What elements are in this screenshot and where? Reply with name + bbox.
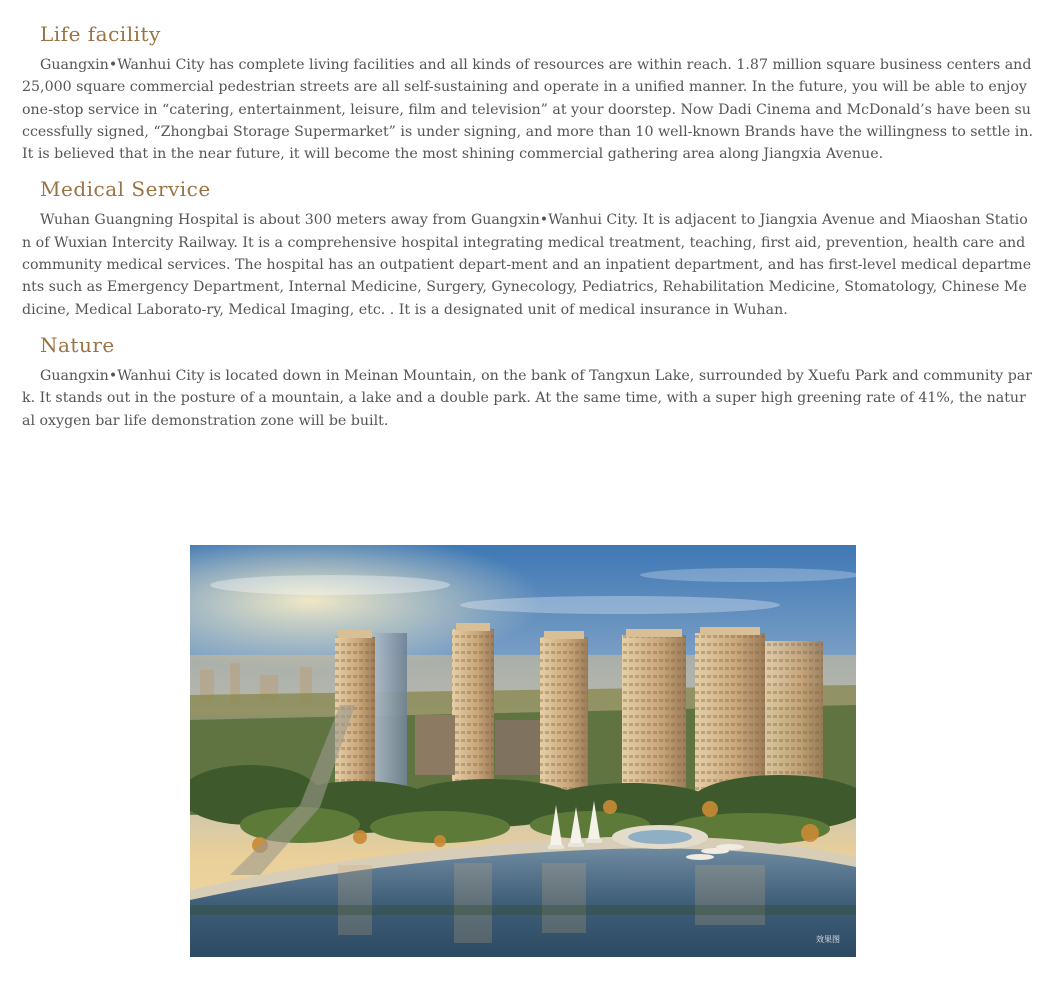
section-title: Medical Service: [40, 177, 211, 202]
section-nature: [22, 331, 1034, 432]
rendering-caption: 效果图: [816, 935, 840, 944]
section-text: Guangxin•Wanhui City is located down in Meinan Mountain, on the bank of Tangxun Lake, surrounded by Xuefu Park and community park. It stands out in the posture of a mountain, a lake and a double park. At the same time, with a super high greening rate of 41%, the natural oxygen bar life demonstration zone will be built.: [22, 367, 1033, 429]
section-life-facility: [22, 20, 1034, 165]
project-rendering-image: [190, 545, 856, 957]
article: [22, 20, 1034, 442]
section-title: Life facility: [40, 22, 161, 46]
section-title: Nature: [40, 332, 115, 357]
section-medical-service: [22, 175, 1034, 320]
rendering-illustration: [190, 545, 856, 957]
section-text: Wuhan Guangning Hospital is about 300 meters away from Guangxin•Wanhui City. It is adjacent to Jiangxia Avenue and Miaoshan Station of Wuxian Intercity Railway. It is a comprehensive hospital integrating medical treatment, teaching, first aid, prevention, health care and community medical services. The hospital has an outpatient depart-ment and an inpatient department, and has first-level medical departments such as Emergency Department, Internal Medicine, Surgery, Gynecology, Pediatrics, Rehabilitation Medicine, Stomatology, Chinese Medicine, Medical Laborato-ry, Medical Imaging, etc. . It is a designated unit of medical insurance in Wuhan.: [22, 212, 1032, 318]
section-text: Guangxin•Wanhui City has complete living facilities and all kinds of resources are within reach. 1.87 million square business centers and 25,000 square commercial pedestrian streets are all self-sustaining and operate in a unified manner. In the future, you will be able to enjoy one-stop service in “catering, entertainment, leisure, film and television” at your doorstep. Now Dadi Cinema and McDonald’s have been successfully signed, “Zhongbai Storage Supermarket” is under signing, and more than 10 well-known Brands have the willingness to settle in. It is believed that in the near future, it will become the most shining commercial gathering area along Jiangxia Avenue.: [22, 57, 1033, 163]
